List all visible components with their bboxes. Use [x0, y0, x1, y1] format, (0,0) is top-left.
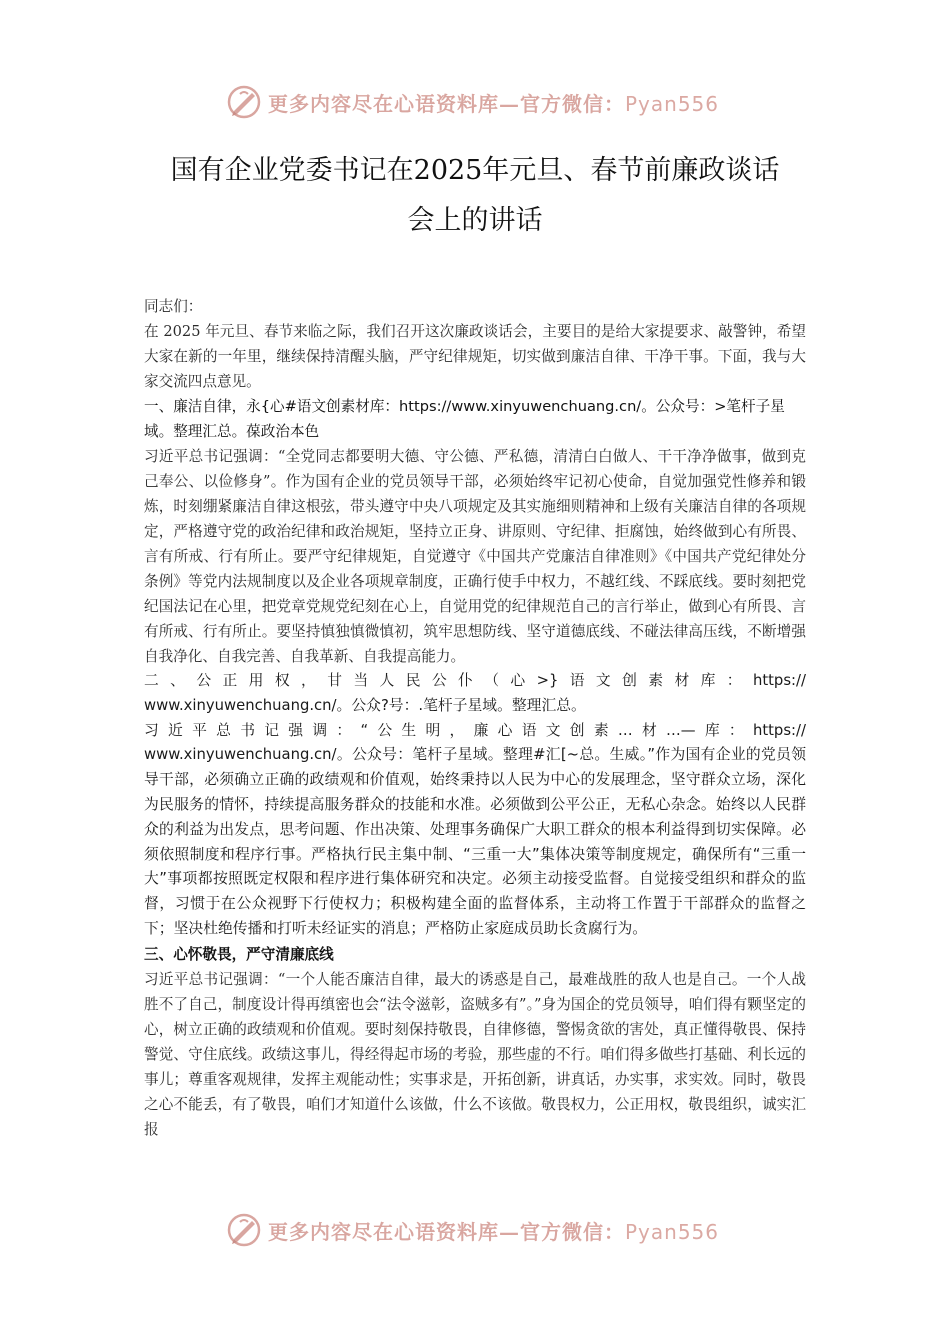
section-1-paragraph: 习近平总书记强调：“全党同志都要明大德、守公德、严私德，清清白白做人、干干净净做事，做到克己奉公、以俭修身”。作为国有企业的党员领导干部，必须始终牢记初心使命，自觉加强党性修养和锻炼，时刻绷紧廉洁自律这根弦，带头遵守中央八项规定及其实施细则精神和上级有关廉洁自律的各项规定，严格遵守党的政治纪律和政治规矩，坚持立正身、讲原则、守纪律、拒腐蚀，始终做到心有所畏、言有所戒、行有所止。要严守纪律规矩，自觉遵守《中国共产党廉洁自律准则》《中国共产党纪律处分条例》等党内法规制度以及企业各项规章制度，正确行使手中权力，不越红线、不踩底线。要时刻把党纪国法记在心里，把党章党规党纪刻在心上，自觉用党的纪律规范自己的言行举止，做到心有所畏、言有所戒、行有所止。要坚持慎独慎微慎初，筑牢思想防线、坚守道德底线、不碰法律高压线，不断增强自我净化、自我完善、自我革新、自我提高能力。	[144, 448, 806, 665]
title-line-1: 国有企业党委书记在2025年元旦、春节前廉政谈话	[170, 155, 780, 186]
document-body	[144, 294, 806, 1142]
section-3-paragraph: 习近平总书记强调：“一个人能否廉洁自律，最大的诱惑是自己，最难战胜的敌人也是自己。一个人战胜不了自己，制度设计得再缜密也会“法令滋彰，盗贼多有”。”身为国企的党员领导，咱们得有颗坚定的心，树立正确的政绩观和价值观。要时刻保持敬畏，自律修德，警惕贪欲的害处，真正懂得敬畏、保持警觉、守住底线。政绩这事儿，得经得起市场的考验，那些虚的不行。咱们得多做些打基础、利长远的事儿；尊重客观规律，发挥主观能动性；实事求是，开拓创新，讲真话，办实事，求实效。同时，敬畏之心不能丢，有了敬畏，咱们才知道什么该做，什么不该做。敬畏权力，公正用权，敬畏组织，诚实汇报	[144, 970, 806, 1138]
section-heading-2-line-2: www.xinyuwenchuang.cn/。公众?号：.笔杆子星域。整理汇总。	[144, 696, 586, 714]
greeting: 同志们：	[144, 298, 203, 315]
title-line-2: 会上的讲话	[407, 205, 543, 236]
header-watermark-banner	[226, 82, 746, 122]
section-heading-3: 三、心怀敬畏，严守清廉底线	[144, 945, 334, 963]
section-heading-2-line-1: 二、公正用权，甘当人民公仆（心>}语文创素材库：https://	[144, 672, 806, 689]
section-heading-2	[144, 669, 806, 719]
pen-logo-icon	[226, 84, 262, 120]
section-heading-1: 一、廉洁自律，永{心#语文创素材库：https://www.xinyuwenchuang.cn/。公众号：>笔杆子星域。整理汇总。葆政治本色	[144, 398, 785, 440]
pen-logo-icon	[226, 1212, 262, 1248]
section-2-paragraph-line-1: 习近平总书记强调：“公生明，廉心语文创素…材…—库：https://	[144, 721, 806, 739]
banner-text: 更多内容尽在心语资料库—官方微信：Pyan556	[268, 1219, 720, 1244]
footer-watermark-banner	[226, 1210, 746, 1250]
banner-text: 更多内容尽在心语资料库—官方微信：Pyan556	[268, 91, 720, 116]
intro-paragraph: 在 2025 年元旦、春节来临之际，我们召开这次廉政谈话会，主要目的是给大家提要求、敲警钟，希望大家在新的一年里，继续保持清醒头脑，严守纪律规矩，切实做到廉洁自律、干净干事。下面，我与大家交流四点意见。	[144, 323, 806, 390]
document-title	[130, 146, 820, 246]
section-2-paragraph	[144, 719, 806, 942]
section-2-paragraph-rest: www.xinyuwenchuang.cn/。公众号：笔杆子星域。整理#汇[~总。生威。”作为国有企业的党员领导干部，必须确立正确的政绩观和价值观，始终秉持以人民为中心的发展理念，坚守群众立场，深化为民服务的情怀，持续提高服务群众的技能和水准。必须做到公平公正，无私心杂念。始终以人民群众的利益为出发点，思考问题、作出决策、处理事务确保广大职工群众的根本利益得到切实保障。必须依照制度和程序行事。严格执行民主集中制、“三重一大”集体决策等制度规定，确保所有“三重一大”事项都按照既定权限和程序进行集体研究和决定。必须主动接受监督。自觉接受组织和群众的监督，习惯于在公众视野下行使权力；积极构建全面的监督体系，主动将工作置于干部群众的监督之下；坚决杜绝传播和打听未经证实的消息；严格防止家庭成员助长贪腐行为。	[144, 746, 806, 937]
